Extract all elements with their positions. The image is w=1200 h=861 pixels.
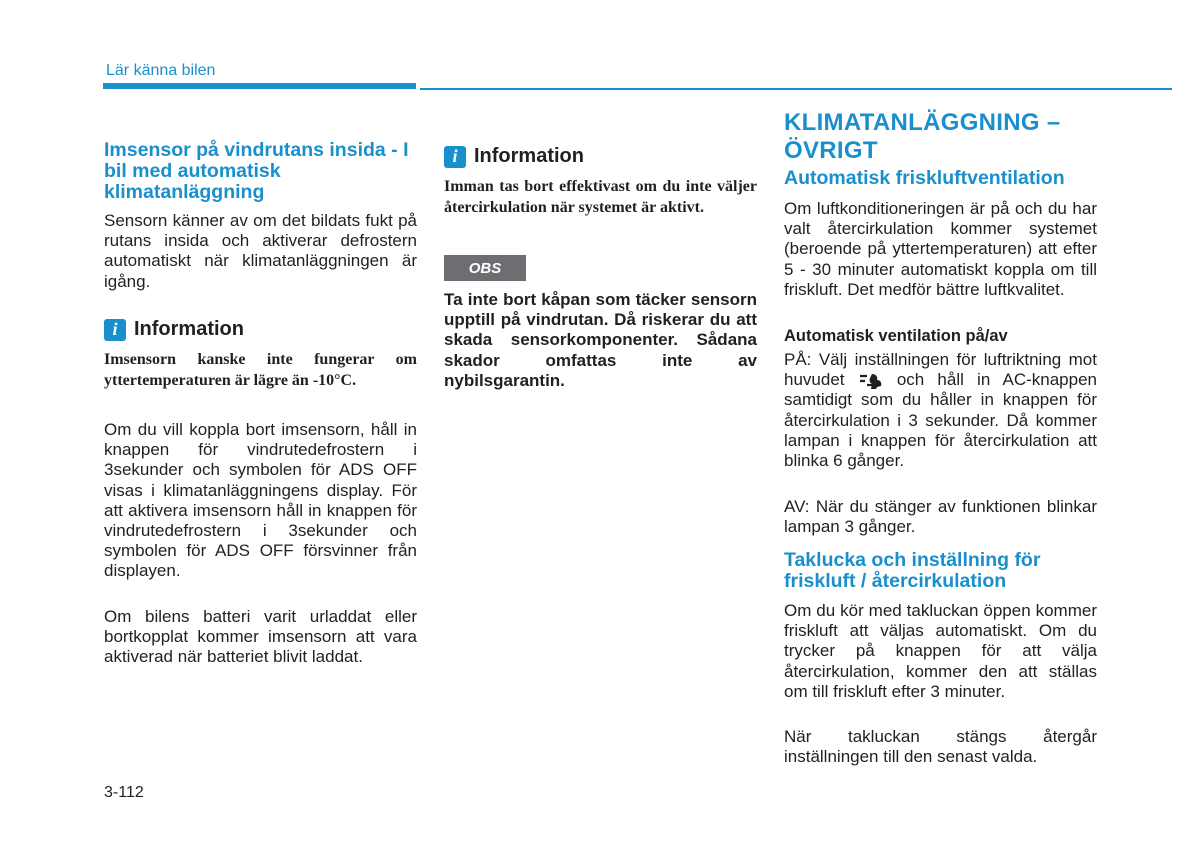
header-rule-thick (103, 83, 416, 89)
info-box-header (104, 318, 244, 341)
obs-badge: OBS (444, 255, 526, 281)
info-text: Imsensorn kanske inte fungerar om yttertemperaturen är lägre än -10°C. (104, 351, 417, 389)
info-icon: i (444, 146, 466, 168)
auto-vent-subheading: Automatisk ventilation på/av (784, 327, 1008, 345)
info-title: Information (474, 145, 584, 167)
auto-vent-on-text-before: PÅ: Välj inställningen för luftriktning mot huvudet (784, 350, 1097, 390)
imsensor-intro: Sensorn känner av om det bildats fukt på rutans insida och aktiverar defrostern automatiskt när klimatanläggningen är igång. (104, 211, 417, 291)
auto-vent-on-paragraph (784, 350, 1097, 471)
info-icon: i (104, 319, 126, 341)
info-title: Information (134, 318, 244, 340)
section-header: Lär känna bilen (106, 62, 216, 79)
sunroof-close-paragraph: När takluckan stängs återgår inställningen till den senast valda. (784, 727, 1097, 767)
climate-other-title: KLIMATANLÄGGNING – ÖVRIGT (784, 109, 1061, 164)
auto-fresh-air-heading: Automatisk friskluftventilation (784, 167, 1065, 189)
auto-vent-on-text-after: och håll in AC-knappen samtidigt som du håller in knappen för återcirkulation i 3 sekunder. Då kommer lampan i knappen för återcirkulation att blinka 6 gånger. (784, 370, 1097, 471)
sunroof-heading: Taklucka och inställning för friskluft / återcirkulation (784, 549, 1041, 592)
obs-text: Ta inte bort kåpan som täcker sensorn upptill på vindrutan. Då riskerar du att skada sensorkomponenter. Sådana skador omfattas inte av nybilsgarantin. (444, 290, 757, 390)
info-box-header (444, 145, 584, 168)
info-text: Imman tas bort effektivast om du inte väljer återcirkulation när systemet är aktivt. (444, 178, 757, 216)
sunroof-paragraph: Om du kör med takluckan öppen kommer friskluft att väljas automatiskt. Om du trycker på knappen för att välja återcirkulation, kommer den att ställas om till friskluft efter 3 minuter. (784, 601, 1097, 701)
fan-face-airflow-icon (858, 372, 884, 390)
imsensor-heading: Imsensor på vindrutans insida - I bil med automatisk klimatanläggning (104, 139, 409, 203)
imsensor-disable-paragraph: Om du vill koppla bort imsensorn, håll in knappen för vindrutedefrostern i 3sekunder och symbolen för ADS OFF visas i klimatanläggningens display. För att aktivera imsensorn håll in knappen för vindrutedefrostern i 3sekunder och symbolen för ADS OFF försvinner från displayen. (104, 420, 417, 581)
battery-paragraph: Om bilens batteri varit urladdat eller bortkopplat kommer imsensorn att vara aktiverad när batteriet blivit laddat. (104, 607, 417, 667)
page-number: 3-112 (104, 784, 144, 801)
header-rule-thin (420, 88, 1172, 90)
auto-fresh-air-paragraph: Om luftkonditioneringen är på och du har valt återcirkulation kommer systemet (beroende på yttertemperaturen) att efter 5 - 30 minuter automatiskt koppla om till friskluft. Det medför bättre luftkvalitet. (784, 199, 1097, 299)
auto-vent-off-paragraph: AV: När du stänger av funktionen blinkar lampan 3 gånger. (784, 497, 1097, 537)
